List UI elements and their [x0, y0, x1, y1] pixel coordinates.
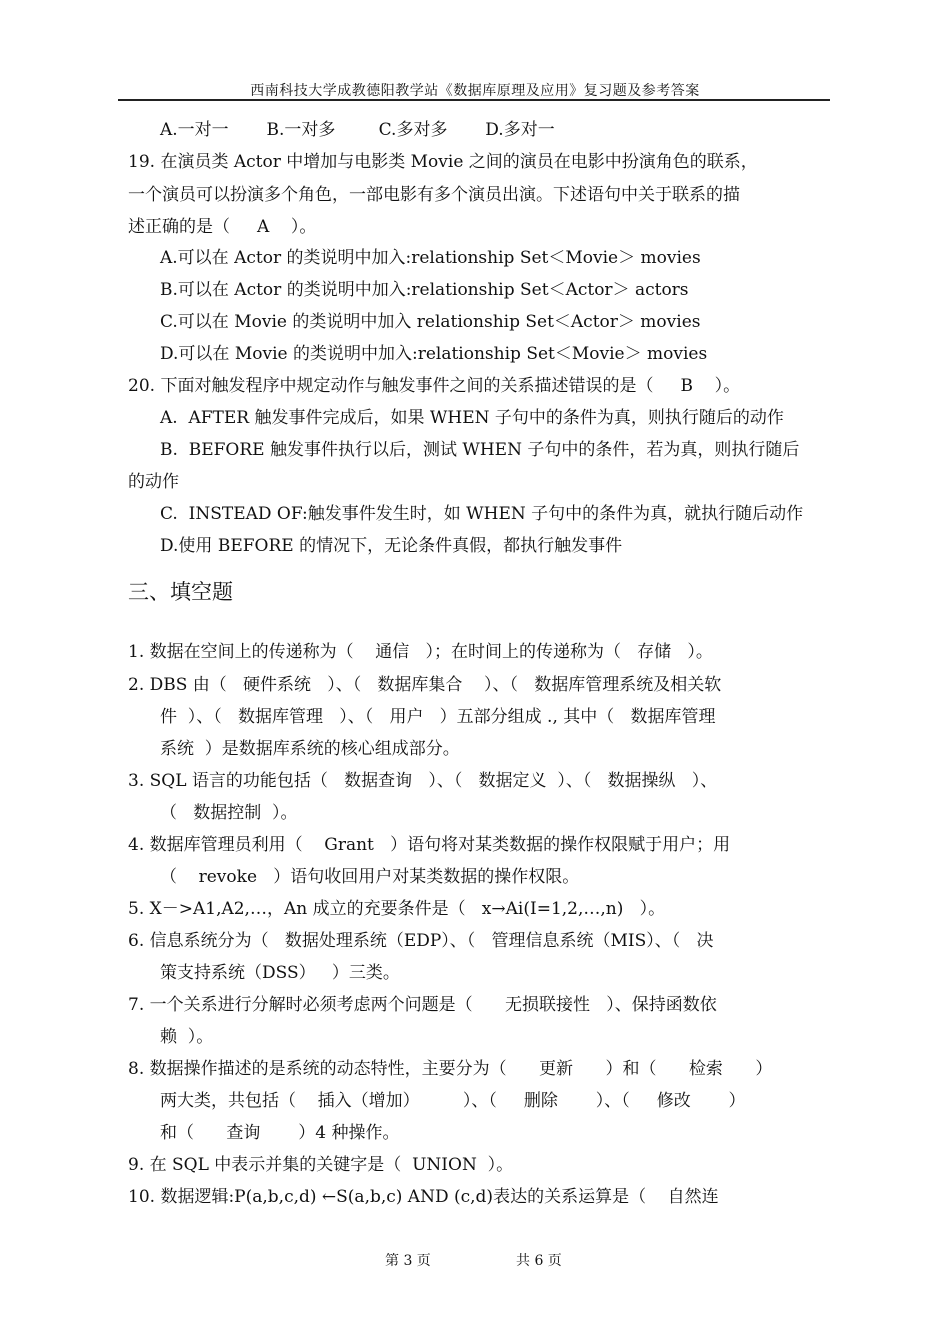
text-line: A. AFTER 触发事件完成后，如果 WHEN 子句中的条件为真，则执行随后的动作: [160, 408, 784, 428]
text-line: D.可以在 Movie 的类说明中加入:relationship Set＜Movie＞ movies: [160, 344, 708, 364]
text-line: （ revoke ）语句收回用户对某类数据的操作权限。: [160, 867, 580, 887]
text-line: 一个演员可以扮演多个角色，一部电影有多个演员出演。下述语句中关于联系的描: [128, 185, 740, 205]
text-line: 赖 ）。: [160, 1027, 214, 1047]
text-line: 两大类，共包括（ 插入（增加） ）、（ 删除 ）、（ 修改 ）: [160, 1091, 746, 1111]
page-number: 第 3 页: [385, 1253, 431, 1269]
text-line: 策支持系统（DSS） ）三类。: [160, 963, 400, 983]
page-header: 西南科技大学成教德阳教学站《数据库原理及应用》复习题及参考答案: [250, 83, 700, 99]
text-line: 和（ 查询 ）4 种操作。: [160, 1123, 400, 1143]
section-heading: 三、填空题: [128, 580, 233, 604]
text-line: 8. 数据操作描述的是系统的动态特性，主要分为（ 更新 ）和（ 检索 ）: [128, 1059, 773, 1079]
text-line: 9. 在 SQL 中表示并集的关键字是（ UNION ）。: [128, 1155, 514, 1175]
text-line: A.一对一 B.一对多 C.多对多 D.多对一: [160, 120, 555, 140]
text-line: 19. 在演员类 Actor 中增加与电影类 Movie 之间的演员在电影中扮演角色的联系，: [128, 152, 758, 172]
text-line: 10. 数据逻辑:P(a,b,c,d) ←S(a,b,c) AND (c,d)表达的关系运算是（ 自然连: [128, 1187, 719, 1207]
text-line: 2. DBS 由（ 硬件系统 ）、（ 数据库集合 ）、（ 数据库管理系统及相关软: [128, 675, 722, 695]
text-line: 的动作: [128, 472, 179, 492]
text-line: （ 数据控制 ）。: [160, 803, 298, 823]
text-line: 述正确的是（ A ）。: [128, 217, 317, 237]
text-line: 6. 信息系统分为（ 数据处理系统（EDP）、（ 管理信息系统（MIS）、（ 决: [128, 931, 714, 951]
text-line: 7. 一个关系进行分解时必须考虑两个问题是（ 无损联接性 ）、保持函数依: [128, 995, 717, 1015]
text-line: 系统 ）是数据库系统的核心组成部分。: [160, 739, 460, 759]
text-line: D.使用 BEFORE 的情况下，无论条件真假，都执行触发事件: [160, 536, 623, 556]
text-line: 1. 数据在空间上的传递称为（ 通信 ）；在时间上的传递称为（ 存储 ）。: [128, 642, 713, 662]
text-line: B.可以在 Actor 的类说明中加入:relationship Set＜Actor＞ actors: [160, 280, 689, 300]
text-line: 件 ）、（ 数据库管理 ）、（ 用户 ）五部分组成 ., 其中（ 数据库管理: [160, 707, 716, 727]
text-line: C. INSTEAD OF:触发事件发生时，如 WHEN 子句中的条件为真，就执行随后动作: [160, 504, 804, 524]
text-line: 20. 下面对触发程序中规定动作与触发事件之间的关系描述错误的是（ B ）。: [128, 376, 741, 396]
text-line: 3. SQL 语言的功能包括（ 数据查询 ）、（ 数据定义 ）、（ 数据操纵 ）、: [128, 771, 718, 791]
text-line: B. BEFORE 触发事件执行以后，测试 WHEN 子句中的条件，若为真，则执行随后: [160, 440, 800, 460]
text-line: C.可以在 Movie 的类说明中加入 relationship Set＜Actor＞ movies: [160, 312, 701, 332]
total-pages: 共 6 页: [516, 1253, 562, 1269]
header-rule: [118, 99, 830, 101]
text-line: 4. 数据库管理员利用（ Grant ）语句将对某类数据的操作权限赋于用户；用: [128, 835, 731, 855]
text-line: 5. X－>A1,A2,…，An 成立的充要条件是（ x→Ai(I=1,2,…,n) ）。: [128, 899, 666, 919]
text-line: A.可以在 Actor 的类说明中加入:relationship Set＜Movie＞ movies: [160, 248, 701, 268]
